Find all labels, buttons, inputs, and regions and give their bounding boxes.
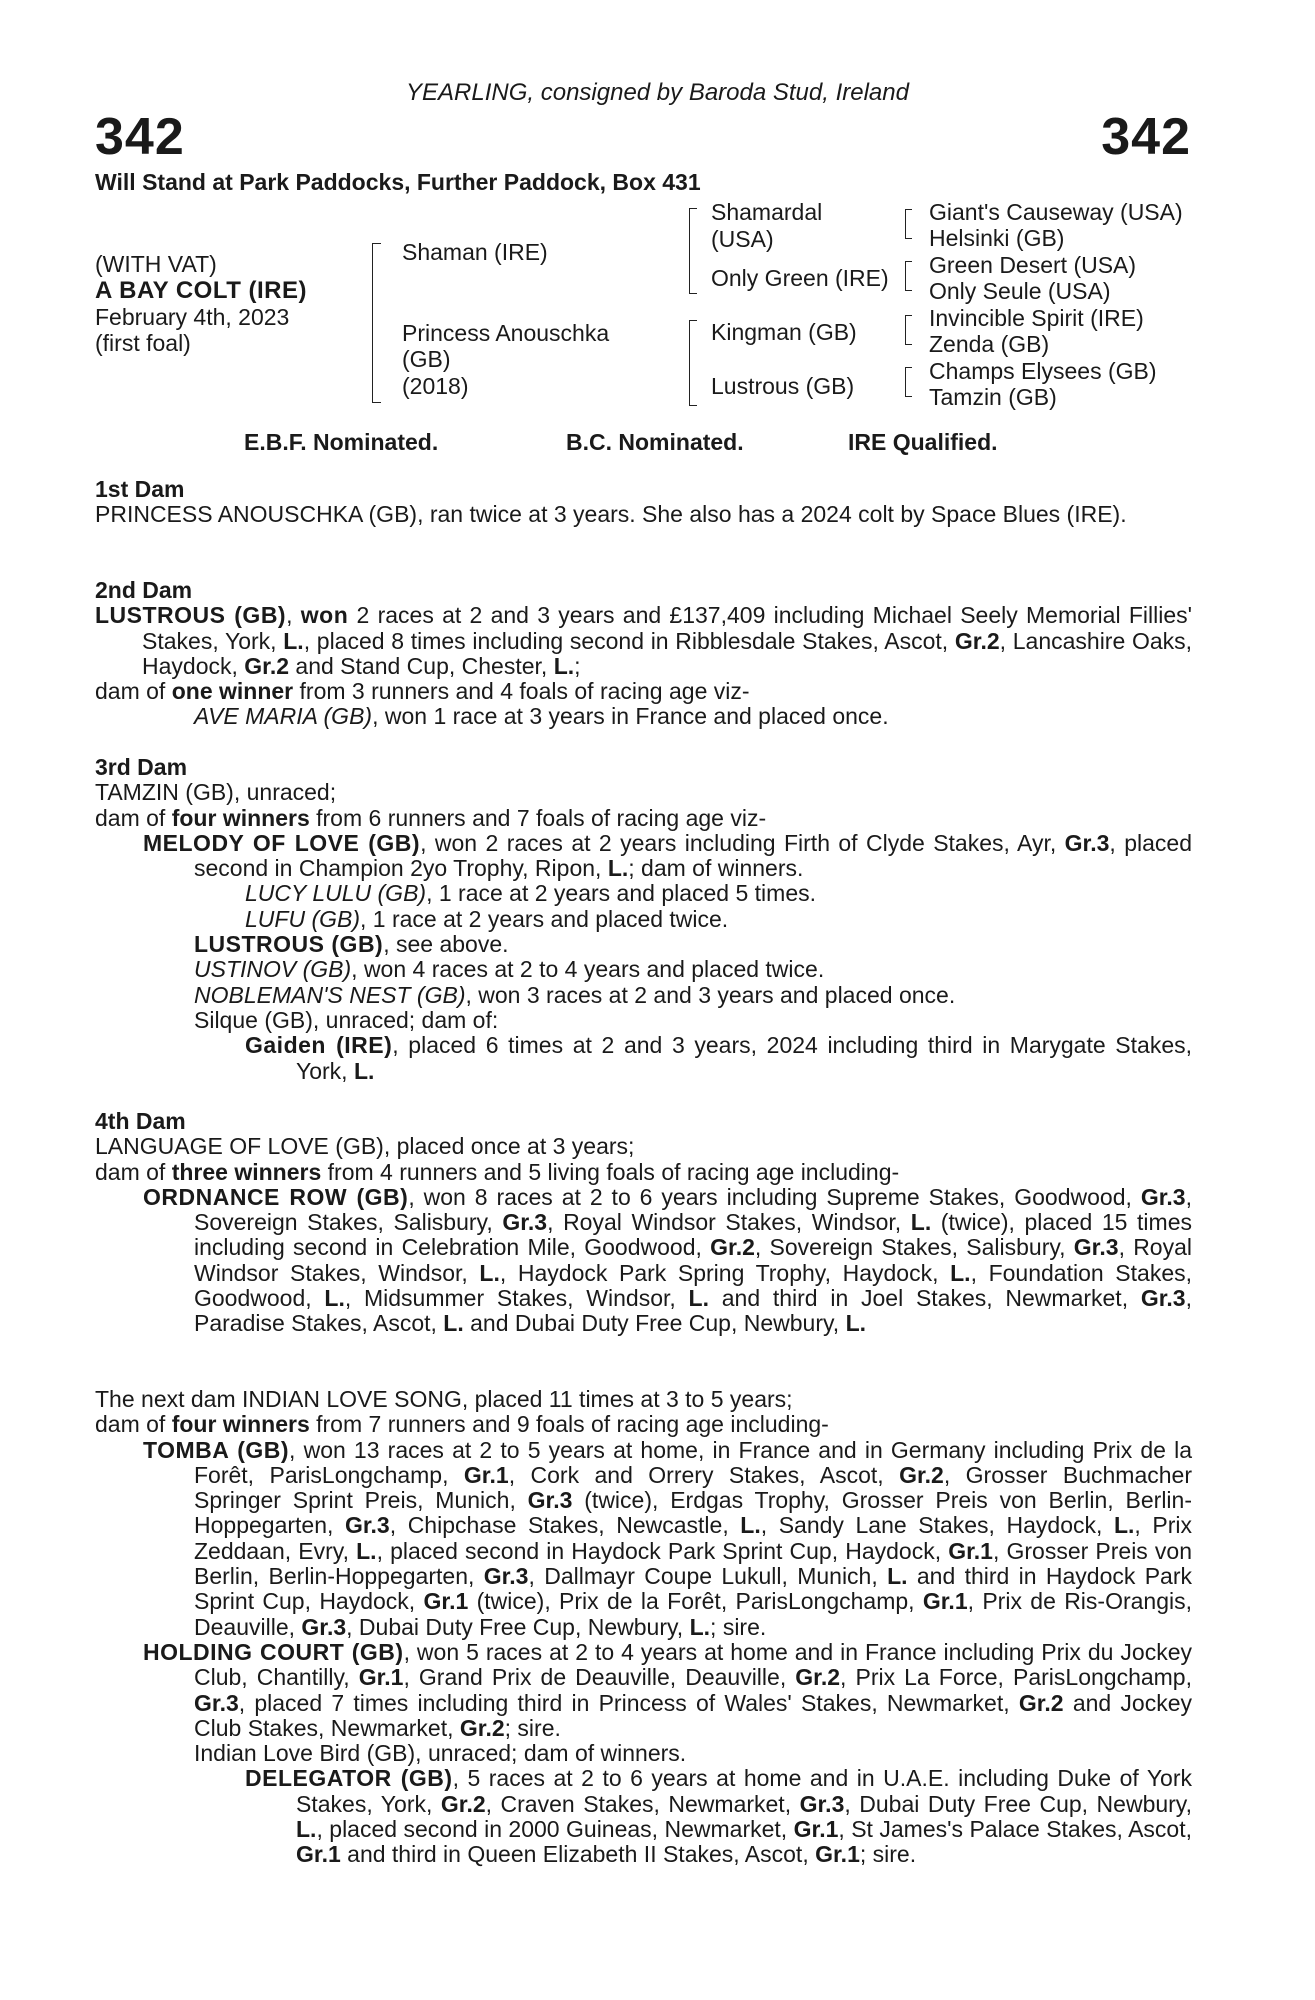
horse-name: TOMBA (GB)	[143, 1436, 290, 1463]
second-dam-progeny	[95, 704, 1192, 729]
horse-name: Gaiden (IRE)	[245, 1032, 393, 1059]
first-dam-heading: 1st Dam	[95, 476, 185, 502]
third-dam-heading: 3rd Dam	[95, 754, 188, 780]
record-text: and third in Haydock Park Sprint Cup, Haydock,	[194, 1563, 1192, 1615]
record-text: , won 2 races at 2 years including Firth of Clyde Stakes, Ayr,	[420, 829, 1065, 856]
pedigree-brace-dd	[905, 367, 912, 397]
pedigree-brace-sire	[689, 208, 697, 294]
listed-label: L.	[740, 1512, 761, 1539]
pedigree-sdd: Only Seule (USA)	[929, 278, 1111, 304]
fourth-dam-produce-summary	[95, 1160, 1192, 1185]
qualification-ebf: E.B.F. Nominated.	[244, 429, 439, 455]
horse-foaled: February 4th, 2023	[95, 304, 290, 330]
listed-label: L.	[689, 1613, 711, 1640]
progeny-noblemans-nest	[95, 983, 1192, 1008]
horse-name: LUSTROUS (GB)	[194, 931, 384, 958]
listed-label: L.	[845, 1310, 867, 1337]
listed-label: L.	[607, 855, 629, 882]
record-text: , Royal Windsor Stakes, Windsor,	[547, 1209, 911, 1236]
record-text: ; sire.	[504, 1714, 561, 1741]
pedigree-brace-1	[372, 243, 381, 403]
grade-label: Gr.1	[793, 1816, 839, 1843]
record-text: and third in Queen Elizabeth II Stakes, Ascot,	[340, 1841, 816, 1868]
second-dam-section	[95, 578, 1192, 730]
grade-label: Gr.3	[502, 1209, 548, 1236]
first-dam-text: PRINCESS ANOUSCHKA (GB), ran twice at 3 years. She also has a 2024 colt by Space Blues (IRE).	[95, 501, 1127, 528]
horse-name: LUCY LULU (GB)	[245, 880, 427, 907]
record-text: and Stand Cup, Chester,	[289, 652, 554, 679]
progeny-name: AVE MARIA (GB)	[194, 703, 373, 730]
pedigree-dam-dam: Lustrous (GB)	[711, 373, 855, 399]
grade-label: Gr.3	[799, 1790, 845, 1817]
listed-label: L.	[324, 1285, 345, 1312]
record-text: , placed 6 times at 2 and 3 years, 2024 including third in Marygate Stakes, York,	[296, 1032, 1192, 1084]
horse-name: DELEGATOR (GB)	[245, 1765, 453, 1792]
winners-count: one winner	[171, 678, 294, 705]
record-text: , 5 races at 2 to 6 years at home and in U.A.E. including Duke of York Stakes, York,	[296, 1765, 1193, 1817]
progeny-lustrous	[95, 932, 1192, 957]
grade-label: Gr.3	[1140, 1183, 1186, 1210]
dam-of-text: from 7 runners and 9 foals of racing age including-	[309, 1411, 829, 1438]
grade-label: Gr.3	[301, 1613, 347, 1640]
record-text: ; sire.	[710, 1613, 767, 1640]
record-text: , 1 race at 2 years and placed 5 times.	[426, 880, 817, 907]
grade-label: Gr.1	[463, 1461, 509, 1488]
record-text: , Midsummer Stakes, Windsor,	[344, 1285, 689, 1312]
lot-number-left: 342	[95, 108, 185, 166]
pedigree-brace-ss	[905, 209, 912, 239]
progeny-ustinov	[95, 957, 1192, 982]
pedigree-dsd: Zenda (GB)	[929, 331, 1050, 357]
record-text: , Sovereign Stakes, Salisbury,	[754, 1234, 1074, 1261]
record-text: , Grand Prix de Deauville, Deauville,	[403, 1664, 796, 1691]
pedigree-dam-line3: (2018)	[402, 373, 469, 399]
grade-label: Gr.2	[1018, 1689, 1064, 1716]
stand-location: Will Stand at Park Paddocks, Further Paddock, Box 431	[95, 169, 701, 195]
pedigree-sire: Shaman (IRE)	[402, 239, 548, 265]
dam-of-text: dam of	[95, 1411, 172, 1438]
grade-label: Gr.1	[296, 1841, 341, 1868]
progeny-melody-of-love	[95, 831, 1192, 882]
horse-name: USTINOV (GB)	[194, 956, 352, 983]
record-text: , placed 8 times including second in Ribblesdale Stakes, Ascot,	[303, 627, 955, 654]
record-text: , placed second in Haydock Park Sprint Cup, Haydock,	[376, 1537, 949, 1564]
third-dam-produce-summary	[95, 806, 1192, 831]
fourth-dam-line: LANGUAGE OF LOVE (GB), placed once at 3 years;	[95, 1133, 635, 1160]
fourth-dam-section	[95, 1109, 1192, 1337]
dam-of-text: dam of	[95, 1158, 172, 1185]
record-text: , Craven Stakes, Newmarket,	[485, 1790, 800, 1817]
horse-foal-note: (first foal)	[95, 330, 191, 356]
record-text: , Dubai Duty Free Cup, Newbury,	[346, 1613, 690, 1640]
dam-of-text: dam of	[95, 804, 172, 831]
pedigree-dam-sire: Kingman (GB)	[711, 319, 857, 345]
record-text: , Prix de Ris-Orangis, Deauville,	[194, 1588, 1192, 1640]
grade-label: Gr.3	[483, 1563, 529, 1590]
record-text: , Grosser Preis von Berlin, Berlin-Hoppegarten,	[194, 1537, 1193, 1590]
grade-label: Gr.3	[1140, 1285, 1186, 1312]
horse-vat: (WITH VAT)	[95, 251, 217, 277]
grade-label: Gr.3	[1064, 829, 1110, 856]
second-dam-heading: 2nd Dam	[95, 577, 193, 603]
record-text: , St James's Palace Stakes, Ascot,	[838, 1816, 1192, 1843]
horse-name: ORDNANCE ROW (GB)	[143, 1183, 409, 1210]
pedigree-brace-sd	[905, 261, 912, 291]
winners-count: four winners	[171, 804, 310, 831]
first-dam-section	[95, 477, 1192, 528]
progeny-gaiden	[95, 1033, 1192, 1084]
pedigree-brace-dam	[689, 320, 697, 406]
qualification-bc: B.C. Nominated.	[566, 429, 744, 455]
horse-name: HOLDING COURT (GB)	[143, 1638, 404, 1665]
record-text: , Paradise Stakes, Ascot,	[194, 1285, 1192, 1337]
grade-label: Gr.2	[459, 1714, 505, 1741]
record-text: , Haydock Park Spring Trophy, Haydock,	[499, 1259, 951, 1286]
listed-label: L.	[887, 1563, 908, 1590]
record-text: , placed second in Champion 2yo Trophy, Ripon,	[194, 829, 1192, 882]
record-text: , Cork and Orrery Stakes, Ascot,	[508, 1461, 900, 1488]
progeny-lucy-lulu	[95, 881, 1192, 906]
progeny-indian-love-bird: Indian Love Bird (GB), unraced; dam of winners.	[194, 1740, 687, 1767]
listed-label: L.	[910, 1209, 932, 1236]
record-text: , placed 7 times including third in Princess of Wales' Stakes, Newmarket,	[238, 1689, 1019, 1716]
horse-name-lustrous: LUSTROUS (GB)	[95, 602, 287, 629]
record-text: , Dallmayr Coupe Lukull, Munich,	[528, 1563, 888, 1590]
grade-label: Gr.3	[344, 1512, 390, 1539]
pedigree-dam-line2: (GB)	[402, 346, 451, 372]
record-text: , Lancashire Oaks, Haydock,	[142, 627, 1193, 679]
lot-number-right: 342	[1101, 108, 1191, 166]
pedigree-dds: Champs Elysees (GB)	[929, 358, 1157, 384]
winners-count: three winners	[171, 1158, 322, 1185]
second-dam-record: LUSTROUS (GB), won 2 races at 2 and 3 years and £137,409 including Michael Seely Memorial Fillies' Stakes, York, L., placed 8 times including second in Ribblesdale Stakes, Ascot, Gr.2, Lancashire Oaks, Haydock, Gr.2 and Stand Cup, Chester, L.;	[95, 602, 1193, 679]
grade-label: Gr.1	[423, 1588, 469, 1615]
pedigree-sds: Green Desert (USA)	[929, 252, 1137, 278]
listed-label: L.	[1113, 1512, 1135, 1539]
record-text: , Dubai Duty Free Cup, Newbury,	[844, 1790, 1192, 1817]
record-text: (twice), Erdgas Trophy, Grosser Preis von Berlin, Berlin-Hoppegarten,	[194, 1487, 1192, 1539]
qualification-ire: IRE Qualified.	[848, 429, 998, 455]
progeny-text: , won 1 race at 3 years in France and placed once.	[372, 703, 889, 730]
horse-name: MELODY OF LOVE (GB)	[143, 829, 421, 856]
next-dam-produce-summary	[95, 1412, 1192, 1437]
record-text: ; dam of winners.	[628, 855, 804, 882]
record-text: , Royal Windsor Stakes, Windsor,	[194, 1234, 1192, 1286]
pedigree-sss: Giant's Causeway (USA)	[929, 199, 1183, 225]
record-text: , placed second in 2000 Guineas, Newmarket,	[316, 1816, 794, 1843]
record-text: , won 3 races at 2 and 3 years and placed once.	[465, 981, 956, 1008]
grade-label: Gr.3	[1073, 1234, 1119, 1261]
record-text: , won 4 races at 2 to 4 years and placed twice.	[351, 956, 825, 983]
progeny-holding-court	[95, 1640, 1192, 1741]
listed-label: L.	[479, 1259, 500, 1286]
listed-label: L.	[353, 1057, 375, 1084]
listed-label: L.	[553, 652, 575, 679]
pedigree-sire-dam: Only Green (IRE)	[711, 265, 889, 291]
progeny-ordnance-row	[95, 1185, 1192, 1337]
dam-of-text: from 4 runners and 5 living foals of racing age including-	[321, 1158, 900, 1185]
second-dam-produce-summary	[95, 679, 1192, 704]
third-dam-line: TAMZIN (GB), unraced;	[95, 779, 337, 806]
record-text: , Prix Zeddaan, Evry,	[194, 1512, 1192, 1564]
grade-label: Gr.2	[440, 1790, 486, 1817]
horse-name: NOBLEMAN'S NEST (GB)	[194, 981, 466, 1008]
record-text: (twice), Prix de la Forêt, ParisLongchamp,	[468, 1588, 923, 1615]
listed-label: L.	[296, 1816, 317, 1843]
winners-count: four winners	[171, 1411, 310, 1438]
pedigree-brace-ds	[905, 315, 912, 345]
won-label: won	[300, 602, 349, 629]
grade-label: Gr.1	[358, 1664, 404, 1691]
record-text: and Jockey Club Stakes, Newmarket,	[194, 1689, 1192, 1741]
pedigree-dam-line1: Princess Anouschka	[402, 320, 610, 346]
listed-label: L.	[443, 1310, 464, 1337]
horse-name: A BAY COLT (IRE)	[95, 277, 308, 304]
record-text: , won 13 races at 2 to 5 years at home, in France and in Germany including Prix de la Forêt, ParisLongchamp,	[194, 1436, 1192, 1488]
grade-label: Gr.1	[922, 1588, 968, 1615]
grade-label: Gr.2	[710, 1234, 755, 1261]
record-text: , Sovereign Stakes, Salisbury,	[194, 1183, 1192, 1236]
pedigree-sire-sire-line1: Shamardal	[711, 199, 823, 225]
dam-of-text: from 3 runners and 4 foals of racing age viz-	[293, 678, 750, 705]
catalogue-subtitle: YEARLING, consigned by Baroda Stud, Ireland	[406, 79, 909, 106]
record-text: , won 8 races at 2 to 6 years including Supreme Stakes, Goodwood,	[408, 1183, 1141, 1210]
record-text: , Grosser Buchmacher Springer Sprint Preis, Munich,	[194, 1461, 1192, 1514]
fourth-dam-heading: 4th Dam	[95, 1108, 186, 1134]
grade-label: Gr.1	[948, 1537, 993, 1564]
record-text: ; sire.	[859, 1841, 917, 1868]
listed-label: L.	[356, 1537, 377, 1564]
next-dam-section	[95, 1387, 1192, 1868]
pedigree-ssd: Helsinki (GB)	[929, 225, 1065, 251]
grade-label: Gr.2	[954, 627, 1000, 654]
grade-label: Gr.3	[527, 1487, 573, 1514]
listed-label: L.	[950, 1259, 971, 1286]
grade-label: Gr.3	[194, 1689, 239, 1716]
record-text: , won 5 races at 2 to 4 years at home and in France including Prix du Jockey Club, Chantilly,	[194, 1638, 1192, 1691]
progeny-silque: Silque (GB), unraced; dam of:	[194, 1006, 499, 1033]
progeny-delegator	[95, 1766, 1192, 1867]
record-text: , Prix La Force, ParisLongchamp,	[840, 1664, 1192, 1691]
dam-of-text: from 6 runners and 7 foals of racing age viz-	[309, 804, 767, 831]
pedigree-sire-sire-line2: (USA)	[711, 226, 774, 252]
pedigree-ddd: Tamzin (GB)	[929, 384, 1057, 410]
dam-of-text: dam of	[95, 678, 172, 705]
grade-label: Gr.2	[244, 652, 290, 679]
next-dam-line: The next dam INDIAN LOVE SONG, placed 11 times at 3 to 5 years;	[95, 1386, 793, 1412]
record-text: , Foundation Stakes, Goodwood,	[194, 1259, 1193, 1312]
listed-label: L.	[283, 627, 304, 654]
horse-name: LUFU (GB)	[245, 905, 360, 932]
record-text: (twice), placed 15 times including second in Celebration Mile, Goodwood,	[194, 1209, 1192, 1261]
grade-label: Gr.2	[899, 1461, 944, 1488]
record-text: 2 races at 2 and 3 years and £137,409 including Michael Seely Memorial Fillies' Stakes, York,	[142, 602, 1192, 654]
listed-label: L.	[688, 1285, 709, 1312]
grade-label: Gr.2	[795, 1664, 841, 1691]
record-text: and Dubai Duty Free Cup, Newbury,	[463, 1310, 846, 1337]
pedigree-dss: Invincible Spirit (IRE)	[929, 305, 1144, 331]
record-text: ;	[574, 652, 581, 679]
third-dam-section	[95, 755, 1192, 1084]
record-text: , 1 race at 2 years and placed twice.	[360, 905, 729, 932]
record-text: and third in Joel Stakes, Newmarket,	[708, 1285, 1141, 1312]
progeny-tomba	[95, 1438, 1192, 1640]
record-text: , see above.	[383, 931, 509, 958]
grade-label: Gr.1	[815, 1841, 860, 1868]
progeny-lufu	[95, 907, 1192, 932]
record-text: , Sandy Lane Stakes, Haydock,	[760, 1512, 1114, 1539]
record-text: , Chipchase Stakes, Newcastle,	[389, 1512, 741, 1539]
